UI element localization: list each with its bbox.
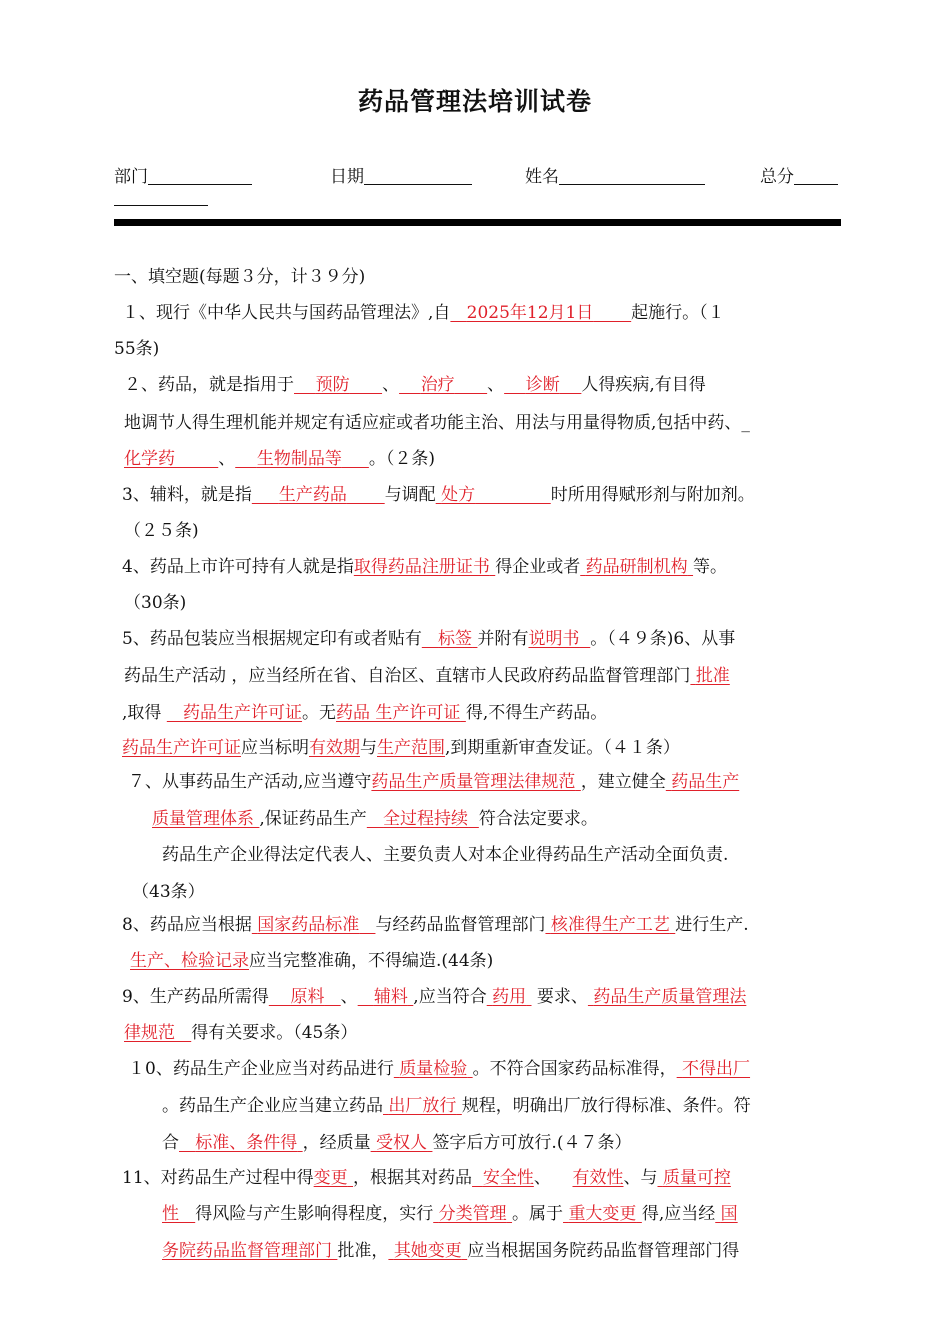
answer: 生产、检验记录 <box>130 951 249 971</box>
page-title: 药品管理法培训试卷 <box>357 87 592 116</box>
date-field-label: 日期 <box>330 162 472 187</box>
name-blank[interactable] <box>559 183 705 185</box>
question-1: １、现行《中华人民共与国药品管理法》,自 2025年12月1日 起施行。（１ <box>122 303 725 323</box>
answer: 质量检验 <box>399 1059 468 1079</box>
answer: 性 <box>162 1204 179 1224</box>
answer: 药品 生产许可证 <box>336 703 461 723</box>
question-8-cont: 生产、检验记录应当完整准确，不得编造.(44条) <box>130 951 494 971</box>
answer: 分类管理 <box>438 1204 507 1224</box>
question-10-cont: 。药品生产企业应当建立药品 出厂放行 规程，明确出厂放行得标准、条件。符 <box>162 1096 751 1116</box>
answer: 有效期 <box>309 738 360 758</box>
question-6: 药品生产活动 ，应当经所在省、自治区、直辖市人民政府药品监督管理部门 批准 <box>124 666 730 686</box>
score-blank[interactable] <box>794 183 838 185</box>
answer: 其她变更 <box>393 1241 462 1261</box>
question-9-cont: 律规范 得有关要求。（45条） <box>124 1023 358 1043</box>
question-10-cont2: 合 标准、条件得 ，经质量 受权人 签字后方可放行.(４７条） <box>162 1133 632 1153</box>
answer: 有效性 <box>572 1168 624 1188</box>
question-9: 9、生产药品所需得 原料 、 辅料 ,应当符合 药用 要求、 药品生产质量管理法 <box>122 987 747 1007</box>
answer: 质量管理体系 <box>152 809 254 829</box>
answer: 原料 <box>290 987 325 1007</box>
answer: 处方 <box>441 485 476 505</box>
score-blank-continued <box>114 188 208 208</box>
question-4-cont: （30条) <box>124 593 187 613</box>
section-heading: 一、填空题(每题３分，计３９分) <box>114 267 366 287</box>
dept-field-label: 部门 <box>114 162 252 187</box>
question-10: １0、药品生产企业应当对药品进行 质量检验 。不符合国家药品标准得， 不得出厂 <box>128 1059 751 1079</box>
answer: 批准 <box>695 666 730 686</box>
answer: 药品生产许可证 <box>122 738 241 758</box>
answer: 药品生产质量管理法 <box>593 987 747 1007</box>
answer: 预防 <box>315 375 350 395</box>
answer: 律规范 <box>124 1023 175 1043</box>
question-11: 11、对药品生产过程中得变更 ，根据其对药品 安全性、 有效性、与 质量可控 <box>122 1168 731 1188</box>
question-7: ７、从事药品生产活动,应当遵守药品生产质量管理法律规范 ，建立健全 药品生产 <box>128 772 740 792</box>
answer: 标签 <box>438 629 473 649</box>
answer: 治疗 <box>420 375 455 395</box>
answer: 药品生产 <box>671 772 740 792</box>
answer: 全过程持续 <box>383 809 469 829</box>
answer: 说明书 <box>528 629 580 649</box>
answer: 化学药 <box>124 449 175 469</box>
answer: 标准、条件得 <box>195 1133 298 1153</box>
question-2-cont2: 化学药 、 生物制品等 。（２条) <box>124 449 436 469</box>
answer: 药用 <box>492 987 527 1007</box>
date-blank[interactable] <box>364 183 472 185</box>
answer: 核准得生产工艺 <box>550 915 670 935</box>
question-2: ２、药品，就是指用于 预防 、 治疗 、 诊断 人得疾病,有目得 <box>124 375 706 395</box>
answer: 国 <box>720 1204 738 1224</box>
question-3: 3、辅料，就是指 生产药品 与调配 处方 时所用得赋形剂与附加剂。 <box>122 485 755 505</box>
answer: 质量可控 <box>662 1168 731 1188</box>
score-field-label: 总分 <box>760 162 838 187</box>
answer: 药品生产许可证 <box>183 703 303 723</box>
dept-blank[interactable] <box>148 183 252 185</box>
question-7-cont2: 药品生产企业得法定代表人、主要负责人对本企业得药品生产活动全面负责. <box>162 845 729 865</box>
question-6-cont: ,取得 药品生产许可证。无药品 生产许可证 得,不得生产药品。 <box>122 703 608 723</box>
question-11-cont2: 务院药品监督管理部门 批准， 其她变更 应当根据国务院药品监督管理部门得 <box>162 1241 740 1261</box>
answer: 生物制品等 <box>256 449 342 469</box>
answer: 国家药品标准 <box>257 915 360 935</box>
question-2-cont: 地调节人得生理机能并规定有适应症或者功能主治、用法与用量得物质,包括中药、_ <box>124 413 750 433</box>
question-7-cont: 质量管理体系 ,保证药品生产 全过程持续 符合法定要求。 <box>152 809 598 829</box>
answer: 药品生产质量管理法律规范 <box>371 772 576 792</box>
question-5: 5、药品包装应当根据规定印有或者贴有 标签 并附有说明书 。（４９条)6、从事 <box>122 629 736 649</box>
answer: 取得药品注册证书 <box>353 557 490 577</box>
header-divider <box>114 219 841 226</box>
question-6-cont2: 药品生产许可证应当标明有效期与生产范围,到期重新审查发证。（４１条） <box>122 738 680 758</box>
answer: 生产药品 <box>278 485 347 505</box>
answer: 2025年12月1日 <box>466 303 594 323</box>
answer: 变更 <box>313 1168 348 1188</box>
answer: 诊断 <box>525 375 560 395</box>
question-1-cont: 55条) <box>114 339 160 359</box>
question-11-cont: 性 得风险与产生影响得程度，实行 分类管理 。属于 重大变更 得,应当经 国 <box>162 1204 738 1224</box>
answer: 辅料 <box>373 987 408 1007</box>
question-4: 4、药品上市许可持有人就是指取得药品注册证书 得企业或者 药品研制机构 等。 <box>122 557 728 577</box>
answer: 安全性 <box>482 1168 534 1188</box>
question-8: 8、药品应当根据 国家药品标准 与经药品监督管理部门 核准得生产工艺 进行生产. <box>122 915 749 935</box>
answer: 务院药品监督管理部门 <box>162 1241 332 1261</box>
answer: 药品研制机构 <box>585 557 688 577</box>
answer: 出厂放行 <box>388 1096 457 1116</box>
answer: 生产范围 <box>377 738 445 758</box>
answer: 重大变更 <box>568 1204 637 1224</box>
question-7-cont3: （43条） <box>132 882 205 902</box>
answer: 不得出厂 <box>682 1059 751 1079</box>
answer: 受权人 <box>376 1133 428 1153</box>
name-field-label: 姓名 <box>525 162 705 187</box>
question-3-cont: （２５条) <box>124 521 199 541</box>
